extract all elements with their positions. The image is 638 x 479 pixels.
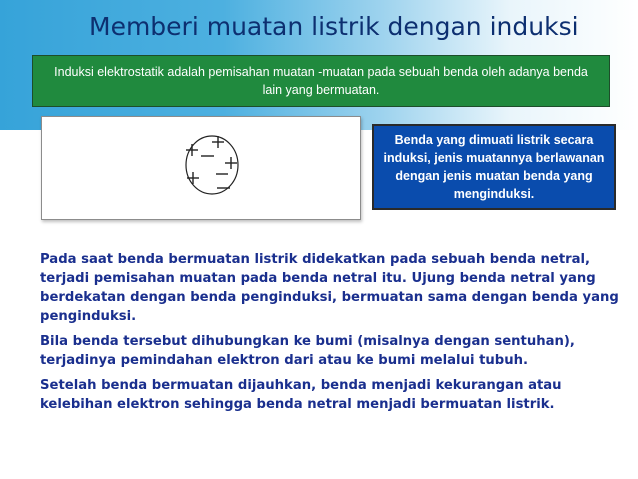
body-text (40, 250, 630, 420)
callout-text: Benda yang dimuati listrik secara induksi, jenis muatannya berlawanan dengan jenis muatan benda yang menginduksi. (383, 133, 605, 201)
callout-box (372, 124, 616, 210)
slide-title: Memberi muatan listrik dengan induksi (89, 12, 579, 41)
neutral-body-charges-icon (178, 124, 246, 202)
definition-text: Induksi elektrostatik adalah pemisahan muatan -muatan pada sebuah benda oleh adanya benda lain yang bermuatan. (54, 65, 588, 97)
paragraph-result: Setelah benda bermuatan dijauhkan, benda menjadi kekurangan atau kelebihan elektron sehingga benda netral menjadi bermuatan listrik. (40, 378, 562, 412)
definition-box (32, 55, 610, 107)
paragraph-induction: Pada saat benda bermuatan listrik didekatkan pada sebuah benda netral, terjadi pemisahan muatan pada benda netral itu. Ujung benda netral yang berdekatan dengan benda penginduksi, bermuatan sama dengan benda yang penginduksi. (40, 252, 619, 324)
paragraph-grounding: Bila benda tersebut dihubungkan ke bumi (misalnya dengan sentuhan), terjadinya pemindahan elektron dari atau ke bumi melalui tubuh. (40, 334, 575, 368)
